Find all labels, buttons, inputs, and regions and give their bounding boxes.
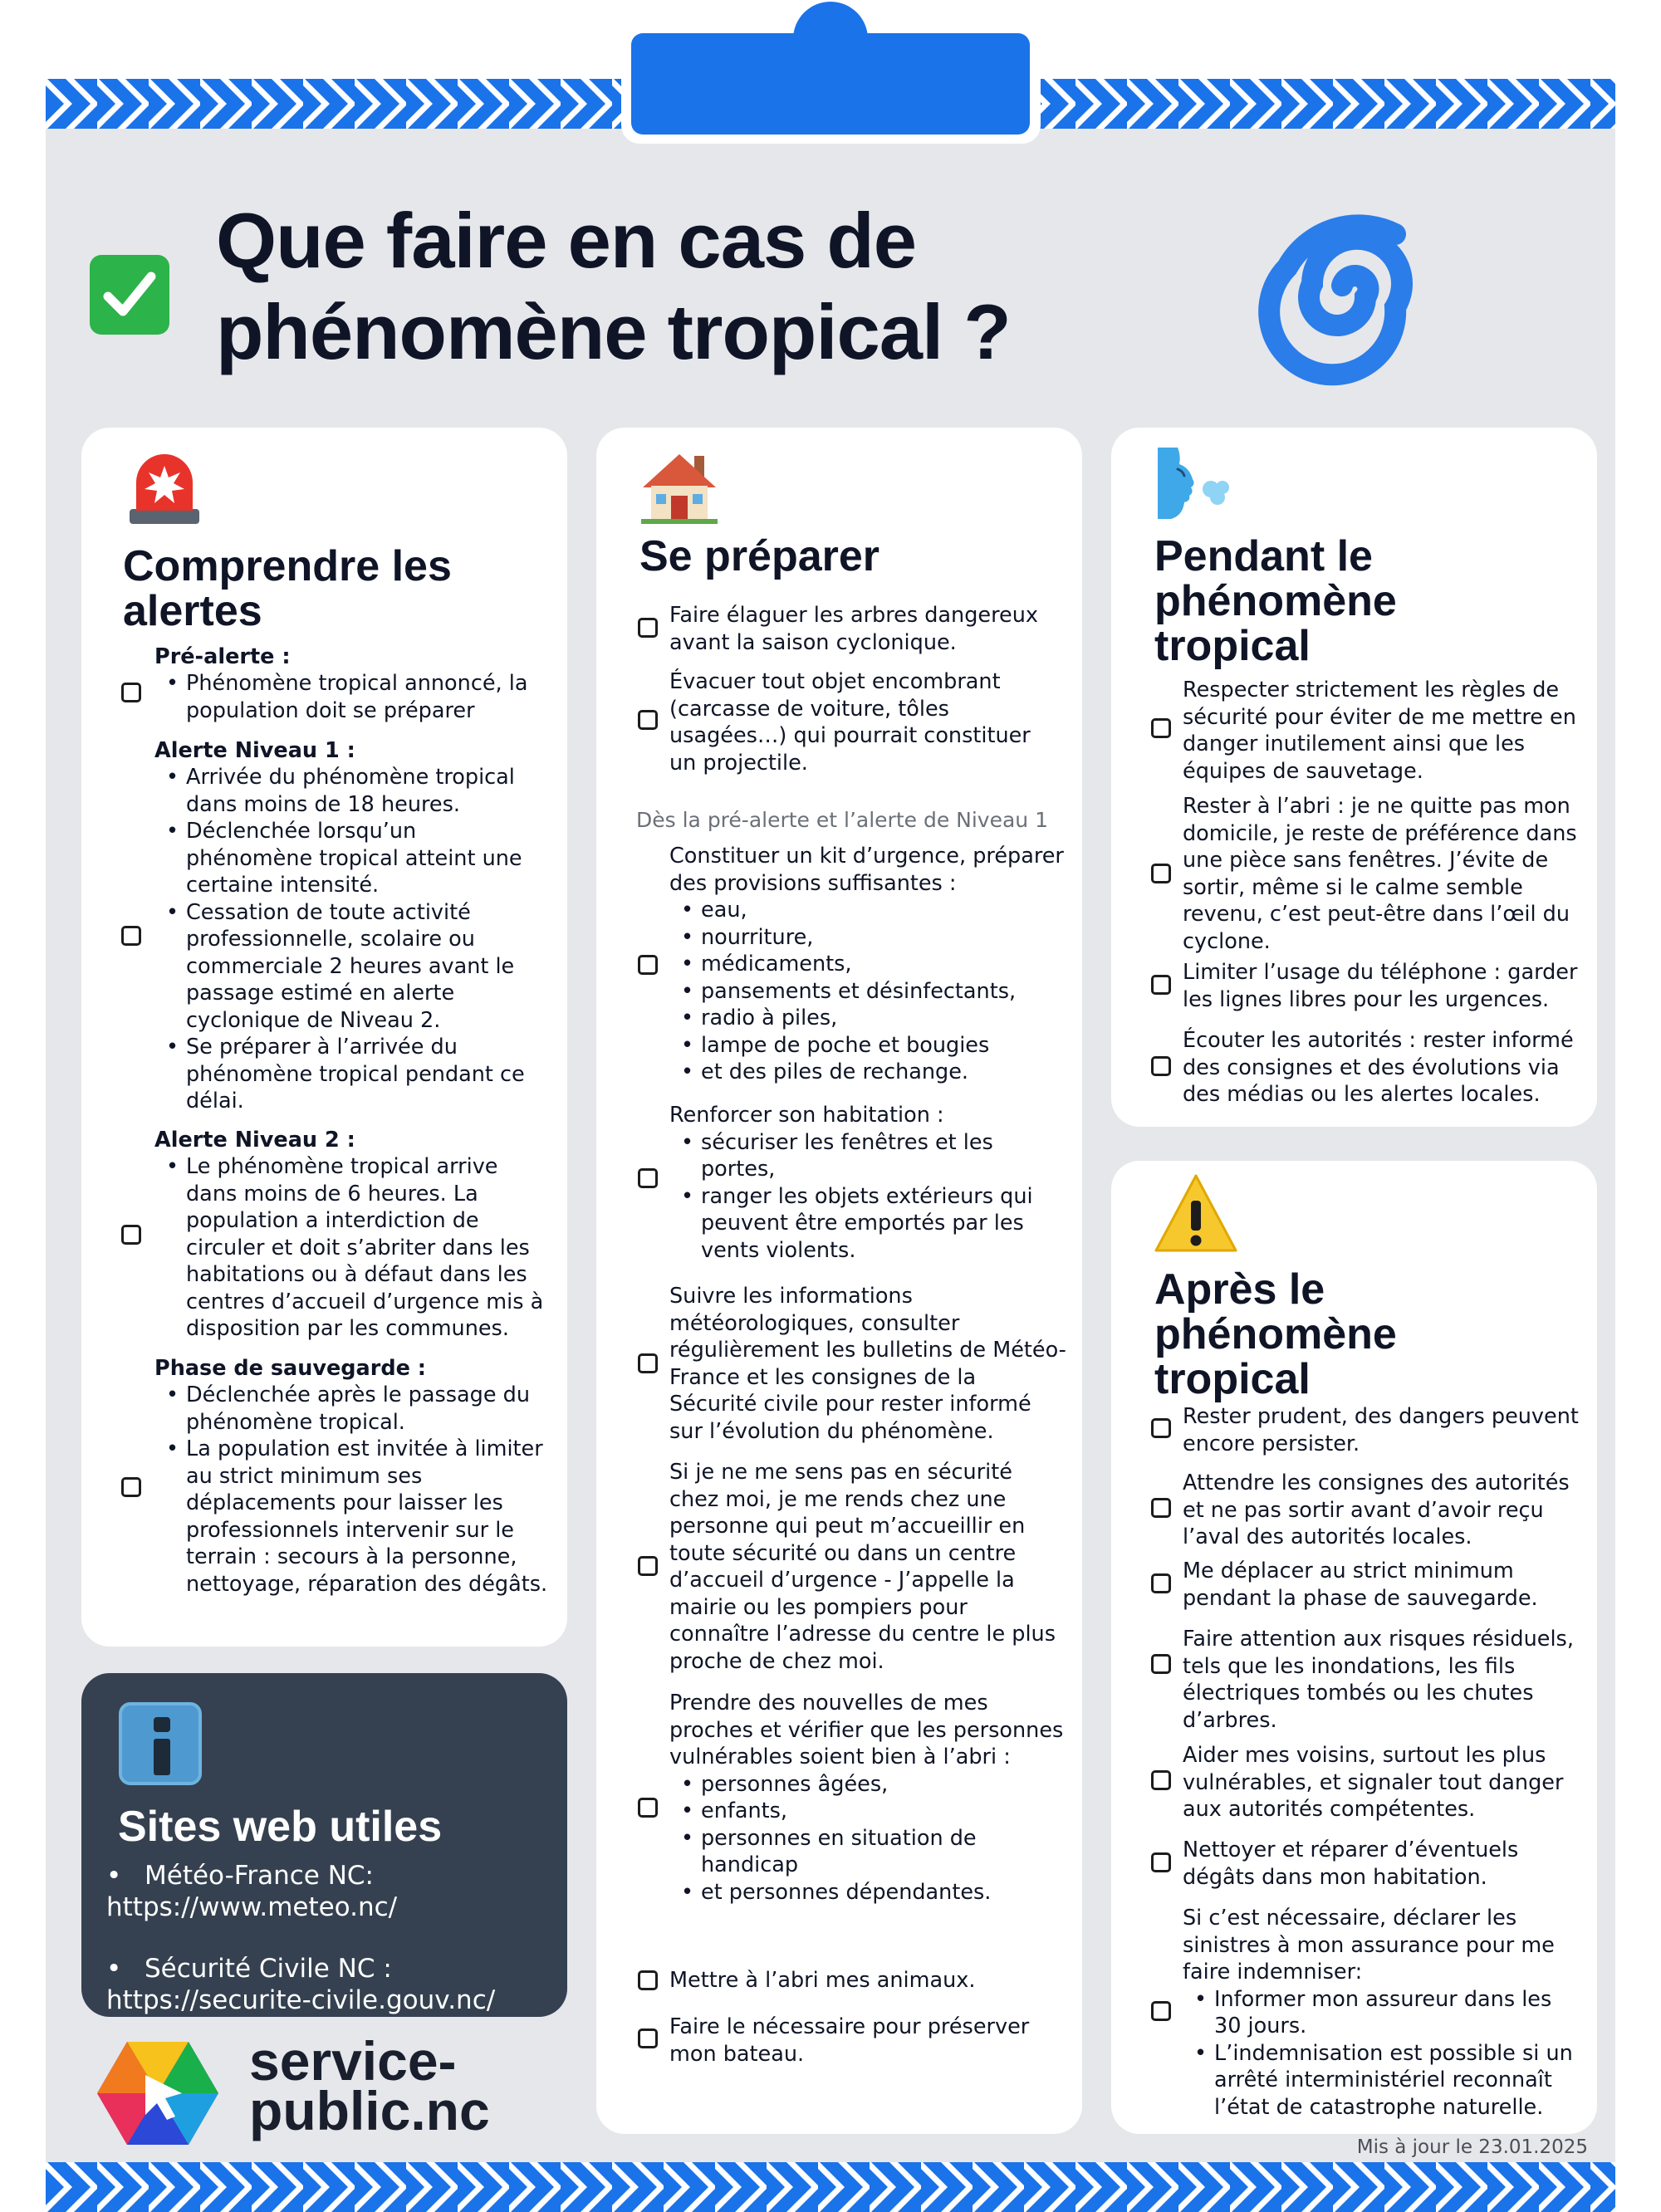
list-item: • pansements et désinfectants, bbox=[681, 978, 1068, 1006]
brand-line-1: service- bbox=[249, 2030, 457, 2092]
checkbox[interactable] bbox=[638, 1970, 658, 1990]
list-item: • enfants, bbox=[681, 1798, 1038, 1825]
item-text: Limiter l’usage du téléphone : garder les lignes libres pour les urgences. bbox=[1183, 960, 1578, 1012]
item-text: Faire élaguer les arbres dangereux avant la saison cyclonique. bbox=[669, 603, 1038, 655]
checkbox[interactable] bbox=[1151, 864, 1171, 883]
item-text: Faire le nécessaire pour préserver mon bateau. bbox=[669, 2014, 1030, 2067]
card-comprendre-alertes bbox=[81, 428, 567, 1647]
item-text: Renforcer son habitation : bbox=[669, 1103, 944, 1128]
checkbox[interactable] bbox=[1151, 1498, 1171, 1518]
cyclone-icon bbox=[1229, 166, 1478, 415]
card-heading: Se préparer bbox=[639, 532, 880, 580]
card-heading: Pendant le phénomène tropical bbox=[1154, 532, 1397, 670]
card-heading: Après le phénomène tropical bbox=[1154, 1265, 1397, 1403]
list-item: • eau, bbox=[681, 897, 1068, 924]
checkbox[interactable] bbox=[638, 1798, 658, 1818]
list-item: • sécuriser les fenêtres et les portes, bbox=[681, 1129, 1038, 1183]
list-item: • Déclenchée lorsqu’un phénomène tropical atteint une certaine intensité. bbox=[166, 818, 548, 899]
info-icon bbox=[119, 1702, 202, 1785]
item-text: Mettre à l’abri mes animaux. bbox=[669, 1968, 976, 1993]
link-label: Sécurité Civile NC : bbox=[145, 1954, 392, 1984]
item-text: Attendre les consignes des autorités et ne pas sortir avant d’avoir reçu l’aval des autorités locales. bbox=[1183, 1471, 1570, 1549]
checkbox[interactable] bbox=[1151, 1852, 1171, 1872]
list-item: • et des piles de rechange. bbox=[681, 1059, 1068, 1086]
item-text: Prendre des nouvelles de mes proches et vérifier que les personnes vulnérables soient bien à l’abri : bbox=[669, 1691, 1064, 1769]
section-label: Alerte Niveau 2 : bbox=[154, 1128, 355, 1152]
item-text: Aider mes voisins, surtout les plus vulnérables, et signaler tout danger aux autorités compétentes. bbox=[1183, 1743, 1564, 1822]
list-item: • nourriture, bbox=[681, 924, 1068, 952]
list-item: • ranger les objets extérieurs qui peuvent être emportés par les vents violents. bbox=[681, 1183, 1038, 1265]
bottom-pattern-band bbox=[46, 2162, 1615, 2212]
list-item: • Le phénomène tropical arrive dans moins de 6 heures. La population a interdiction de circuler et doit s’abriter dans les habitations ou à défaut dans les centres d’accueil d’urgence mis à disposition par les communes. bbox=[166, 1153, 548, 1343]
list-item: • Se préparer à l’arrivée du phénomène tropical pendant ce délai. bbox=[166, 1034, 548, 1115]
useful-websites-card bbox=[81, 1673, 567, 2017]
item-text: Si c’est nécessaire, déclarer les sinistres à mon assurance pour me faire indemniser: bbox=[1183, 1906, 1555, 1984]
item-text: Suivre les informations météorologiques, consulter régulièrement les bulletins de Météo-France et les consignes de la Sécurité civile pour rester informé sur l’évolution du phénomène. bbox=[669, 1284, 1066, 1444]
section-label: Alerte Niveau 1 : bbox=[154, 738, 355, 763]
item-text: Me déplacer au strict minimum pendant la phase de sauvegarde. bbox=[1183, 1559, 1538, 1611]
item-text: Rester prudent, des dangers peuvent encore persister. bbox=[1183, 1404, 1579, 1456]
item-text: Respecter strictement les règles de sécurité pour éviter de me mettre en danger inutilement ainsi que les équipes de sauvetage. bbox=[1183, 678, 1576, 784]
checkbox[interactable] bbox=[1151, 718, 1171, 738]
item-text: Si je ne me sens pas en sécurité chez moi, je me rends chez une personne qui peut m’accueillir en toute sécurité ou dans un centre d’accueil d’urgence - J’appelle la mairie ou les pompiers pour connaître l’adresse du centre le plus proche de chez moi. bbox=[669, 1460, 1056, 1674]
list-item: • lampe de poche et bougies bbox=[681, 1032, 1068, 1060]
checkbox[interactable] bbox=[1151, 1056, 1171, 1076]
item-text: Rester à l’abri : je ne quitte pas mon domicile, je reste de préférence dans une pièce sans fenêtres. J’évite de sortir, même si le calme semble revenu, c’est peut-être dans l’œil du cyclone. bbox=[1183, 794, 1577, 954]
item-text: Nettoyer et réparer d’éventuels dégâts dans mon habitation. bbox=[1183, 1838, 1519, 1890]
checkbox[interactable] bbox=[121, 1477, 141, 1497]
checkbox[interactable] bbox=[638, 1353, 658, 1373]
clipboard-clip-knob bbox=[793, 2, 868, 60]
checkbox[interactable] bbox=[638, 2028, 658, 2048]
list-item: • Cessation de toute activité professionnelle, scolaire ou commerciale 2 heures avant le passage estimé en alerte cyclonique de Niveau 2. bbox=[166, 899, 548, 1035]
checkbox[interactable] bbox=[638, 955, 658, 975]
meteo-link[interactable]: https://www.meteo.nc/ bbox=[106, 1892, 398, 1922]
check-mark-icon bbox=[90, 255, 169, 335]
checkbox[interactable] bbox=[638, 710, 658, 730]
checkbox[interactable] bbox=[121, 926, 141, 946]
brand-line-2: public.nc bbox=[249, 2080, 490, 2141]
item-text: Écouter les autorités : rester informé des consignes et des évolutions via des médias ou les alertes locales. bbox=[1183, 1028, 1574, 1107]
checkbox[interactable] bbox=[1151, 1770, 1171, 1790]
checkbox[interactable] bbox=[1151, 1573, 1171, 1593]
checkbox[interactable] bbox=[121, 683, 141, 702]
list-item: • Arrivée du phénomène tropical dans moins de 18 heures. bbox=[166, 764, 548, 818]
item-text: Faire attention aux risques résiduels, tels que les inondations, les fils électriques tombés ou les chutes d’arbres. bbox=[1183, 1627, 1574, 1733]
update-date: Mis à jour le 23.01.2025 bbox=[1356, 2136, 1588, 2158]
securite-civile-link[interactable]: https://securite-civile.gouv.nc/ bbox=[106, 1985, 496, 2015]
checkbox[interactable] bbox=[121, 1225, 141, 1245]
house-icon bbox=[638, 444, 721, 527]
section-label: Phase de sauvegarde : bbox=[154, 1356, 426, 1381]
card-heading: Comprendre les alertes bbox=[123, 542, 452, 635]
list-item: • L’indemnisation est possible si un arrêté interministériel reconnaît l’état de catastrophe naturelle. bbox=[1194, 2040, 1581, 2121]
checkbox[interactable] bbox=[638, 1168, 658, 1188]
list-item: • médicaments, bbox=[681, 951, 1068, 978]
title-line-2: phénomène tropical ? bbox=[216, 288, 1011, 375]
list-item: • Météo-France NC: bbox=[106, 1861, 374, 1891]
item-text: Constituer un kit d’urgence, préparer des provisions suffisantes : bbox=[669, 844, 1064, 896]
checkbox[interactable] bbox=[1151, 975, 1171, 995]
list-item: • Déclenchée après le passage du phénomène tropical. bbox=[166, 1382, 548, 1436]
list-item: • Phénomène tropical annoncé, la population doit se préparer bbox=[166, 670, 548, 724]
card-apres bbox=[1111, 1161, 1597, 2134]
section-note: Dès la pré-alerte et l’alerte de Niveau 1 bbox=[636, 808, 1048, 832]
section-label: Pré-alerte : bbox=[154, 644, 291, 669]
list-item: • personnes en situation de handicap bbox=[681, 1825, 1038, 1879]
info-heading: Sites web utiles bbox=[118, 1803, 443, 1851]
checkbox[interactable] bbox=[1151, 2001, 1171, 2021]
list-item: • Sécurité Civile NC : bbox=[106, 1954, 392, 1984]
websites-list bbox=[106, 1860, 555, 2016]
card-se-preparer bbox=[596, 428, 1082, 2134]
brand-name bbox=[249, 2030, 490, 2141]
wind-face-icon bbox=[1153, 443, 1236, 526]
checkbox[interactable] bbox=[1151, 1418, 1171, 1438]
checkbox[interactable] bbox=[1151, 1654, 1171, 1674]
checkbox[interactable] bbox=[638, 1556, 658, 1576]
title-line-1: Que faire en cas de bbox=[216, 197, 917, 284]
service-public-logo-icon bbox=[96, 2038, 220, 2148]
link-label: Météo-France NC: bbox=[145, 1861, 374, 1891]
list-item: • Informer mon assureur dans les 30 jours. bbox=[1194, 1986, 1581, 2040]
item-text: Évacuer tout objet encombrant (carcasse de voiture, tôles usagées…) qui pourrait constituer un projectile. bbox=[669, 669, 1031, 776]
list-item: • La population est invitée à limiter au strict minimum ses déplacements pour laisser les professionnels intervenir sur le terrain : secours à la personne, nettoyage, réparation des dégâts. bbox=[166, 1436, 548, 1598]
list-item: • radio à piles, bbox=[681, 1005, 1068, 1032]
siren-icon bbox=[125, 444, 204, 527]
page-title bbox=[216, 195, 1213, 378]
list-item: • et personnes dépendantes. bbox=[681, 1879, 1038, 1906]
list-item: • personnes âgées, bbox=[681, 1771, 1038, 1798]
checkbox[interactable] bbox=[638, 618, 658, 638]
warning-icon bbox=[1153, 1172, 1239, 1255]
card-pendant bbox=[1111, 428, 1597, 1127]
